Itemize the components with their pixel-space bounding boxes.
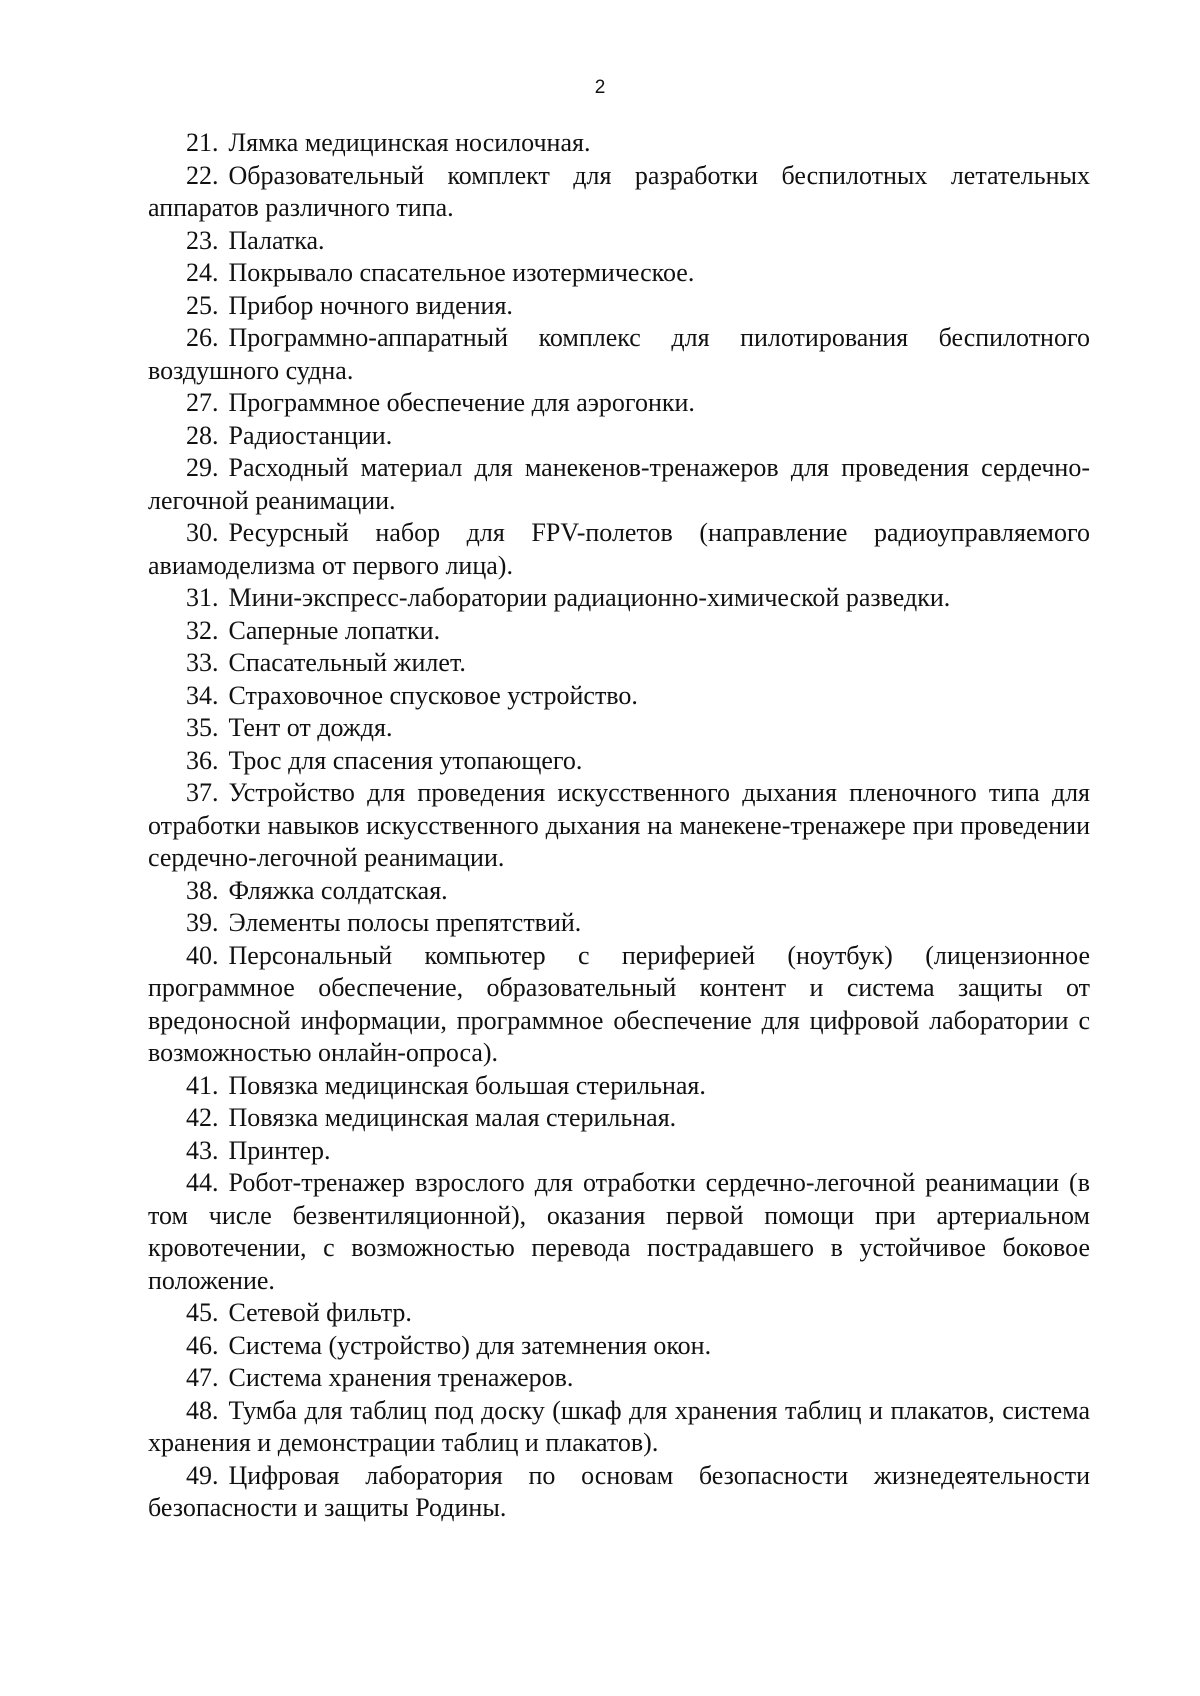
- list-item: [148, 907, 1090, 940]
- item-number: 31.: [186, 583, 219, 612]
- list-item: [148, 940, 1090, 1070]
- item-text: Палатка.: [228, 225, 325, 255]
- page-number: 2: [594, 77, 606, 98]
- item-text: Прибор ночного видения.: [228, 290, 513, 320]
- item-text: Трос для спасения утопающего.: [228, 745, 583, 775]
- list-item: [148, 680, 1090, 713]
- item-number: 48.: [186, 1395, 219, 1425]
- item-text: Радиостанции.: [228, 420, 393, 450]
- item-number: 22.: [186, 160, 219, 190]
- item-text: Мини-экспресс-лаборатории радиационно-химической разведки.: [228, 583, 951, 612]
- item-text: Саперные лопатки.: [228, 615, 441, 645]
- item-number: 43.: [186, 1135, 219, 1165]
- list-item: [148, 1167, 1090, 1297]
- item-text: Образовательный комплект для разработки беспилотных летательных аппаратов различного типа.: [148, 160, 1090, 222]
- item-number: 26.: [186, 323, 219, 352]
- item-number: 23.: [186, 225, 219, 255]
- item-number: 33.: [186, 648, 219, 677]
- list-item: [148, 615, 1090, 648]
- item-text: Система хранения тренажеров.: [228, 1363, 574, 1392]
- item-number: 49.: [186, 1460, 219, 1490]
- item-text: Лямка медицинская носилочная.: [228, 128, 591, 157]
- list-item: [148, 582, 1090, 615]
- item-number: 28.: [186, 420, 219, 450]
- item-number: 32.: [186, 615, 219, 645]
- item-number: 34.: [186, 680, 219, 710]
- item-number: 38.: [186, 875, 219, 905]
- item-text: Фляжка солдатская.: [228, 875, 448, 905]
- list-item: [148, 257, 1090, 290]
- item-text: Страховочное спусковое устройство.: [228, 680, 638, 710]
- item-text: Тент от дождя.: [228, 713, 393, 742]
- item-number: 42.: [186, 1103, 219, 1132]
- item-text: Ресурсный набор для FPV-полетов (направление радиоуправляемого авиамоделизма от первого лица).: [148, 518, 1090, 580]
- list-item: [148, 290, 1090, 323]
- item-number: 30.: [186, 518, 219, 547]
- list-item: [148, 647, 1090, 680]
- item-number: 39.: [186, 908, 219, 937]
- list-item: [148, 712, 1090, 745]
- item-number: 29.: [186, 453, 219, 482]
- item-number: 41.: [186, 1070, 219, 1100]
- item-number: 47.: [186, 1363, 219, 1392]
- item-text: Повязка медицинская большая стерильная.: [228, 1070, 706, 1100]
- item-text: Система (устройство) для затемнения окон.: [228, 1330, 712, 1360]
- item-text: Программно-аппаратный комплекс для пилотирования беспилотного воздушного судна.: [148, 323, 1090, 385]
- list-item: [148, 420, 1090, 453]
- item-number: 46.: [186, 1330, 219, 1360]
- list-item: [148, 745, 1090, 778]
- list-item: [148, 127, 1090, 160]
- list-item: [148, 1330, 1090, 1363]
- item-text: Спасательный жилет.: [228, 648, 466, 677]
- item-number: 35.: [186, 713, 219, 742]
- list-item: [148, 517, 1090, 582]
- item-number: 21.: [186, 128, 219, 157]
- list-item: [148, 1135, 1090, 1168]
- item-text: Покрывало спасательное изотермическое.: [228, 258, 695, 287]
- item-number: 37.: [186, 778, 219, 807]
- list-item: [148, 1395, 1090, 1460]
- item-text: Принтер.: [228, 1135, 331, 1165]
- item-text: Сетевой фильтр.: [228, 1298, 412, 1327]
- list-item: [148, 875, 1090, 908]
- item-text: Повязка медицинская малая стерильная.: [228, 1103, 677, 1132]
- item-number: 25.: [186, 290, 219, 320]
- equipment-list: [148, 127, 1090, 1525]
- item-text: Персональный компьютер с периферией (ноутбук) (лицензионное программное обеспечение, образовательный контент и система защиты от вредоносной информации, программное обеспечение для цифровой лаборатории с возможностью онлайн-опроса).: [148, 940, 1090, 1067]
- list-item: [148, 225, 1090, 258]
- list-item: [148, 160, 1090, 225]
- item-text: Цифровая лаборатория по основам безопасности жизнедеятельности безопасности и защиты Родины.: [148, 1460, 1090, 1522]
- list-item: [148, 387, 1090, 420]
- list-item: [148, 777, 1090, 875]
- item-number: 44.: [186, 1168, 219, 1197]
- item-text: Робот-тренажер взрослого для отработки сердечно-легочной реанимации (в том числе безвентиляционной), оказания первой помощи при артериальном кровотечении, с возможностью перевода пострадавшего в устойчивое боковое положение.: [148, 1168, 1090, 1295]
- list-item: [148, 1102, 1090, 1135]
- list-item: [148, 322, 1090, 387]
- list-item: [148, 1070, 1090, 1103]
- list-item: [148, 1460, 1090, 1525]
- list-item: [148, 452, 1090, 517]
- list-item: [148, 1297, 1090, 1330]
- item-text: Программное обеспечение для аэрогонки.: [228, 388, 695, 417]
- item-text: Тумба для таблиц под доску (шкаф для хранения таблиц и плакатов, система хранения и демонстрации таблиц и плакатов).: [148, 1395, 1090, 1457]
- item-number: 24.: [186, 258, 219, 287]
- item-text: Устройство для проведения искусственного дыхания пленочного типа для отработки навыков искусственного дыхания на манекене-тренажере при проведении сердечно-легочной реанимации.: [148, 778, 1090, 872]
- item-number: 40.: [186, 940, 219, 970]
- item-number: 27.: [186, 388, 219, 417]
- item-number: 45.: [186, 1298, 219, 1327]
- item-number: 36.: [186, 745, 219, 775]
- item-text: Расходный материал для манекенов-тренажеров для проведения сердечно-легочной реанимации.: [148, 453, 1090, 515]
- list-item: [148, 1362, 1090, 1395]
- item-text: Элементы полосы препятствий.: [228, 908, 582, 937]
